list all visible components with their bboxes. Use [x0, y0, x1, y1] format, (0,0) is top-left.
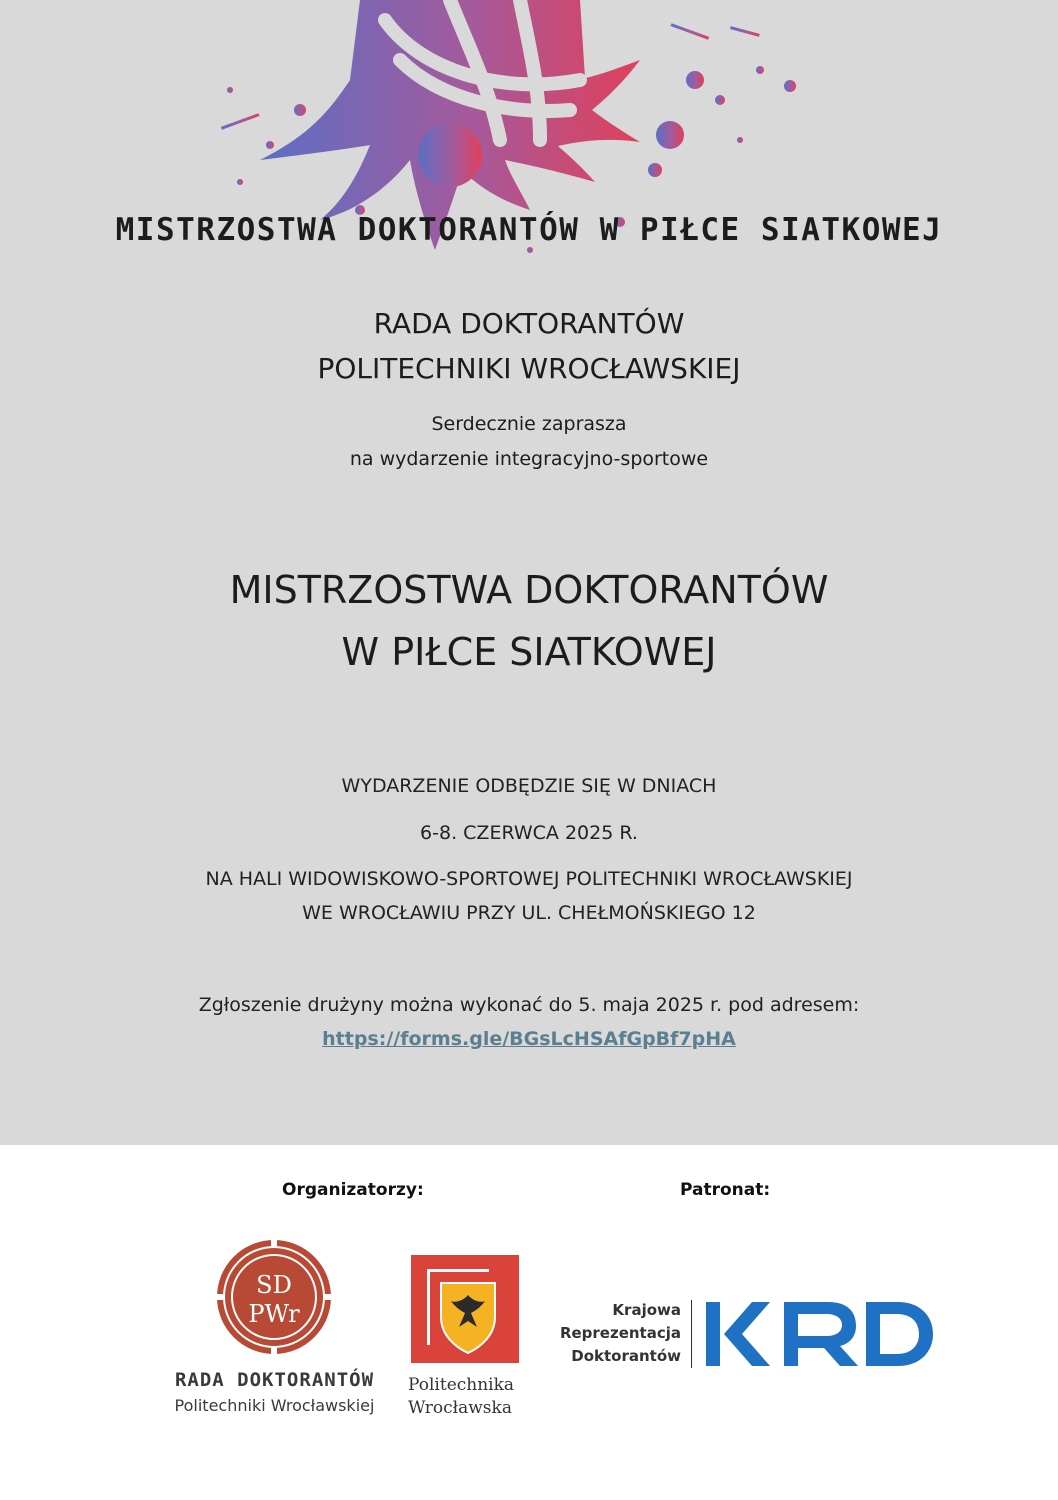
krd-name-line3: Doktorantów — [571, 1347, 681, 1365]
politechnika-name-line1: Politechnika — [408, 1375, 515, 1395]
registration-text: Zgłoszenie drużyny można wykonać do 5. maja 2025 r. pod adresem: — [198, 994, 860, 1016]
poster-headline: MISTRZOSTWA DOKTORANTÓW W PIŁCE SIATKOWEJ — [115, 212, 943, 248]
svg-text:PWr: PWr — [248, 1300, 300, 1328]
event-title-line1: MISTRZOSTWA DOKTORANTÓW — [229, 568, 829, 612]
organizer-name-line2: POLITECHNIKI WROCŁAWSKIEJ — [317, 352, 741, 385]
event-details-line1: WYDARZENIE ODBĘDZIE SIĘ W DNIACH — [341, 775, 717, 797]
invite-text-line2: na wydarzenie integracyjno-sportowe — [349, 448, 709, 470]
event-venue-line2: WE WROCŁAWIU PRZY UL. CHEŁMOŃSKIEGO 12 — [302, 902, 756, 924]
event-date: 6-8. CZERWCA 2025 R. — [420, 822, 638, 844]
rada-doktorantow-logo-icon — [215, 1238, 333, 1356]
rada-doktorantow-name: RADA DOKTORANTÓW — [174, 1369, 375, 1391]
svg-text:SD: SD — [256, 1271, 292, 1299]
rada-doktorantow-subname: Politechniki Wrocławskiej — [174, 1396, 375, 1415]
politechnika-wroclawska-emblem-icon — [411, 1255, 519, 1363]
politechnika-name-line2: Wrocławska — [408, 1398, 512, 1418]
invite-text-line1: Serdecznie zaprasza — [431, 413, 627, 435]
krd-name-line2: Reprezentacja — [559, 1324, 681, 1342]
event-title-line2: W PIŁCE SIATKOWEJ — [341, 630, 717, 674]
patron-label: Patronat: — [680, 1180, 771, 1200]
event-venue-line1: NA HALI WIDOWISKOWO-SPORTOWEJ POLITECHNIKI WROCŁAWSKIEJ — [205, 868, 853, 890]
organizers-label: Organizatorzy: — [282, 1180, 424, 1200]
krd-name-line1: Krajowa — [612, 1301, 681, 1319]
krd-divider — [691, 1300, 692, 1368]
registration-link[interactable]: https://forms.gle/BGsLcHSAfGpBf7pHA — [322, 1028, 736, 1050]
organizer-name-line1: RADA DOKTORANTÓW — [373, 307, 685, 340]
krd-logo-icon — [702, 1298, 937, 1370]
